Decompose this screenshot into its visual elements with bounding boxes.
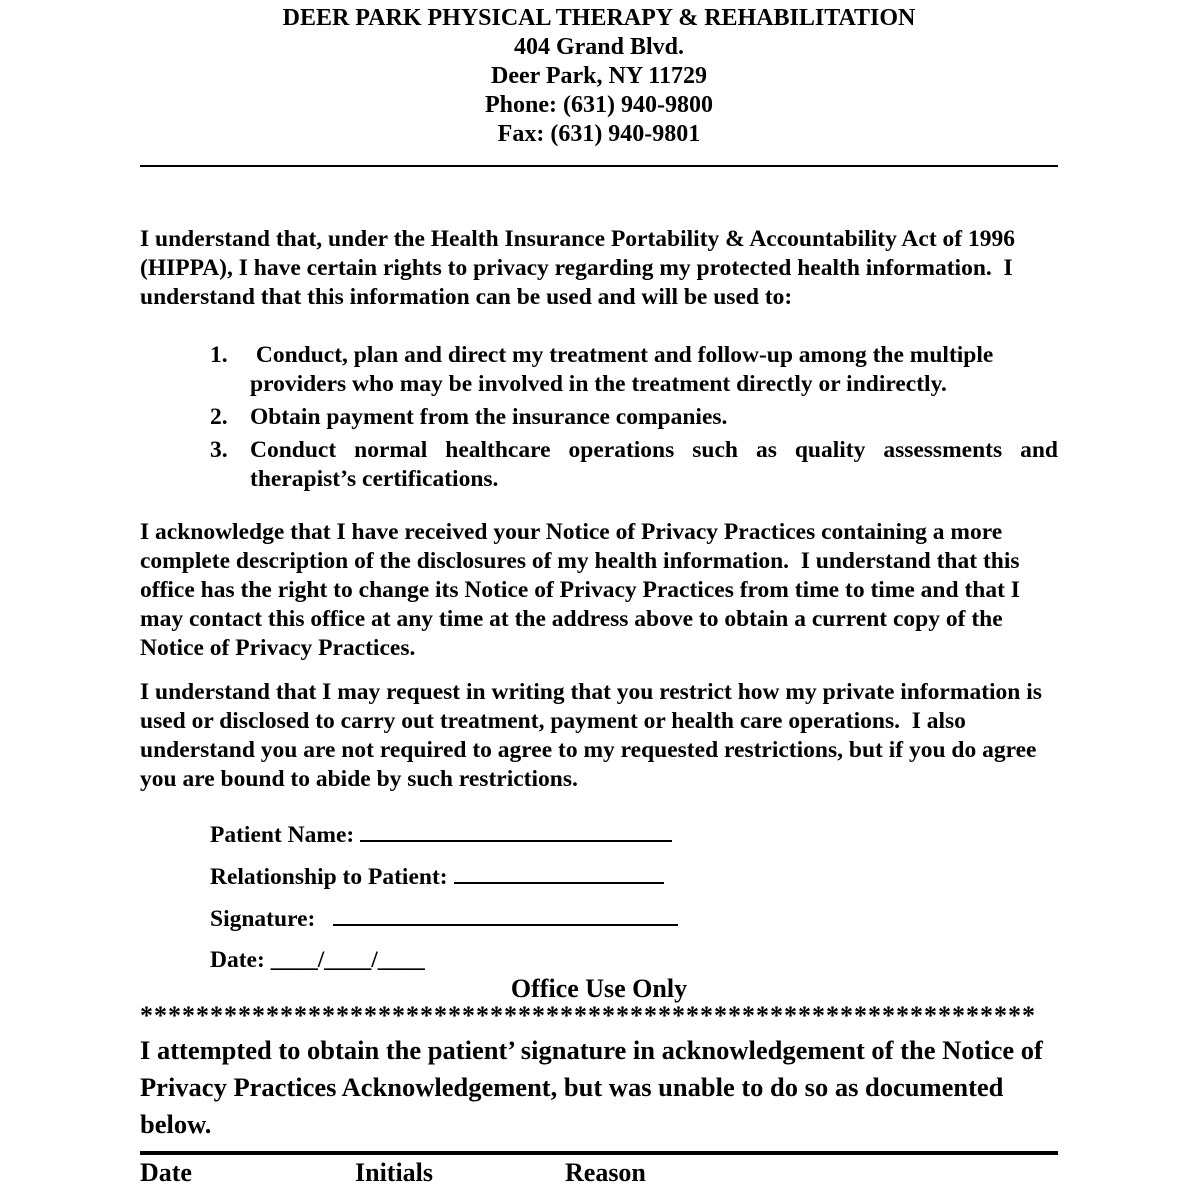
bottom-divider-line	[140, 1151, 1058, 1155]
uses-list	[140, 341, 1064, 494]
list-item	[210, 341, 1058, 399]
acknowledge-paragraph: I acknowledge that I have received your Notice of Privacy Practices containing a more complete description of the disclosures of my health information. I understand that this office has the right to change its Notice of Privacy Practices from time to time and that I may contact this office at any time at the address above to obtain a current copy of the Notice of Privacy Practices.	[140, 519, 1026, 661]
clinic-fax: Fax: (631) 940-9801	[497, 121, 701, 147]
column-header-reason: Reason	[565, 1158, 646, 1187]
relationship-label: Relationship to Patient:	[210, 864, 448, 890]
letterhead	[140, 4, 1058, 149]
clinic-name: DEER PARK PHYSICAL THERAPY & REHABILITATION	[282, 5, 916, 31]
date-row	[210, 946, 1058, 975]
asterisk-divider: ****************************************************************	[140, 1002, 1036, 1030]
patient-name-blank-line	[360, 820, 672, 842]
clinic-phone: Phone: (631) 940-9800	[485, 92, 713, 118]
signature-fields	[140, 820, 1058, 975]
list-item-number: 2.	[210, 404, 228, 430]
clinic-address-city: Deer Park, NY 11729	[491, 63, 707, 89]
list-item-number: 3.	[210, 437, 228, 463]
relationship-row	[210, 862, 1058, 891]
column-header-initials: Initials	[355, 1158, 434, 1187]
office-use-column-headers	[140, 1158, 1058, 1188]
attempted-statement-paragraph: I attempted to obtain the patient’ signature in acknowledgement of the Notice of Privacy Practices Acknowledgement, but was unable to do so as documented below.	[140, 1035, 1050, 1139]
signature-blank-line	[333, 904, 678, 926]
intro-paragraph: I understand that, under the Health Insurance Portability & Accountability Act of 1996 (HIPPA), I have certain rights to privacy regarding my protected health information. I understand that this information can be used and will be used to:	[140, 226, 1021, 310]
list-item-number: 1.	[210, 342, 228, 368]
column-header-date: Date	[140, 1158, 192, 1187]
patient-name-row	[210, 820, 1058, 849]
list-item	[210, 403, 1058, 432]
office-use-only-title: Office Use Only	[510, 974, 688, 1003]
list-item	[210, 436, 1064, 494]
relationship-blank-line	[454, 862, 664, 884]
patient-name-label: Patient Name:	[210, 822, 355, 848]
clinic-address-street: 404 Grand Blvd.	[513, 34, 685, 60]
list-item-text: Obtain payment from the insurance companies.	[250, 404, 728, 430]
date-blank-line: ____/____/____	[270, 947, 425, 973]
restrictions-paragraph: I understand that I may request in writing that you restrict how my private information is used or disclosed to carry out treatment, payment or health care operations. I also understand you are not required to agree to my requested restrictions, but if you do agree you are bound to abide by such restrictions.	[140, 679, 1048, 792]
signature-row	[210, 904, 1058, 933]
header-divider-line	[140, 165, 1058, 167]
list-item-text: Conduct, plan and direct my treatment and follow-up among the multiple providers who may be involved in the treatment directly or indirectly.	[250, 342, 1000, 397]
list-item-text: Conduct normal healthcare operations such as quality assessments and therapist’s certifications.	[250, 437, 1064, 492]
signature-label: Signature:	[210, 906, 316, 932]
date-label: Date:	[210, 947, 265, 973]
